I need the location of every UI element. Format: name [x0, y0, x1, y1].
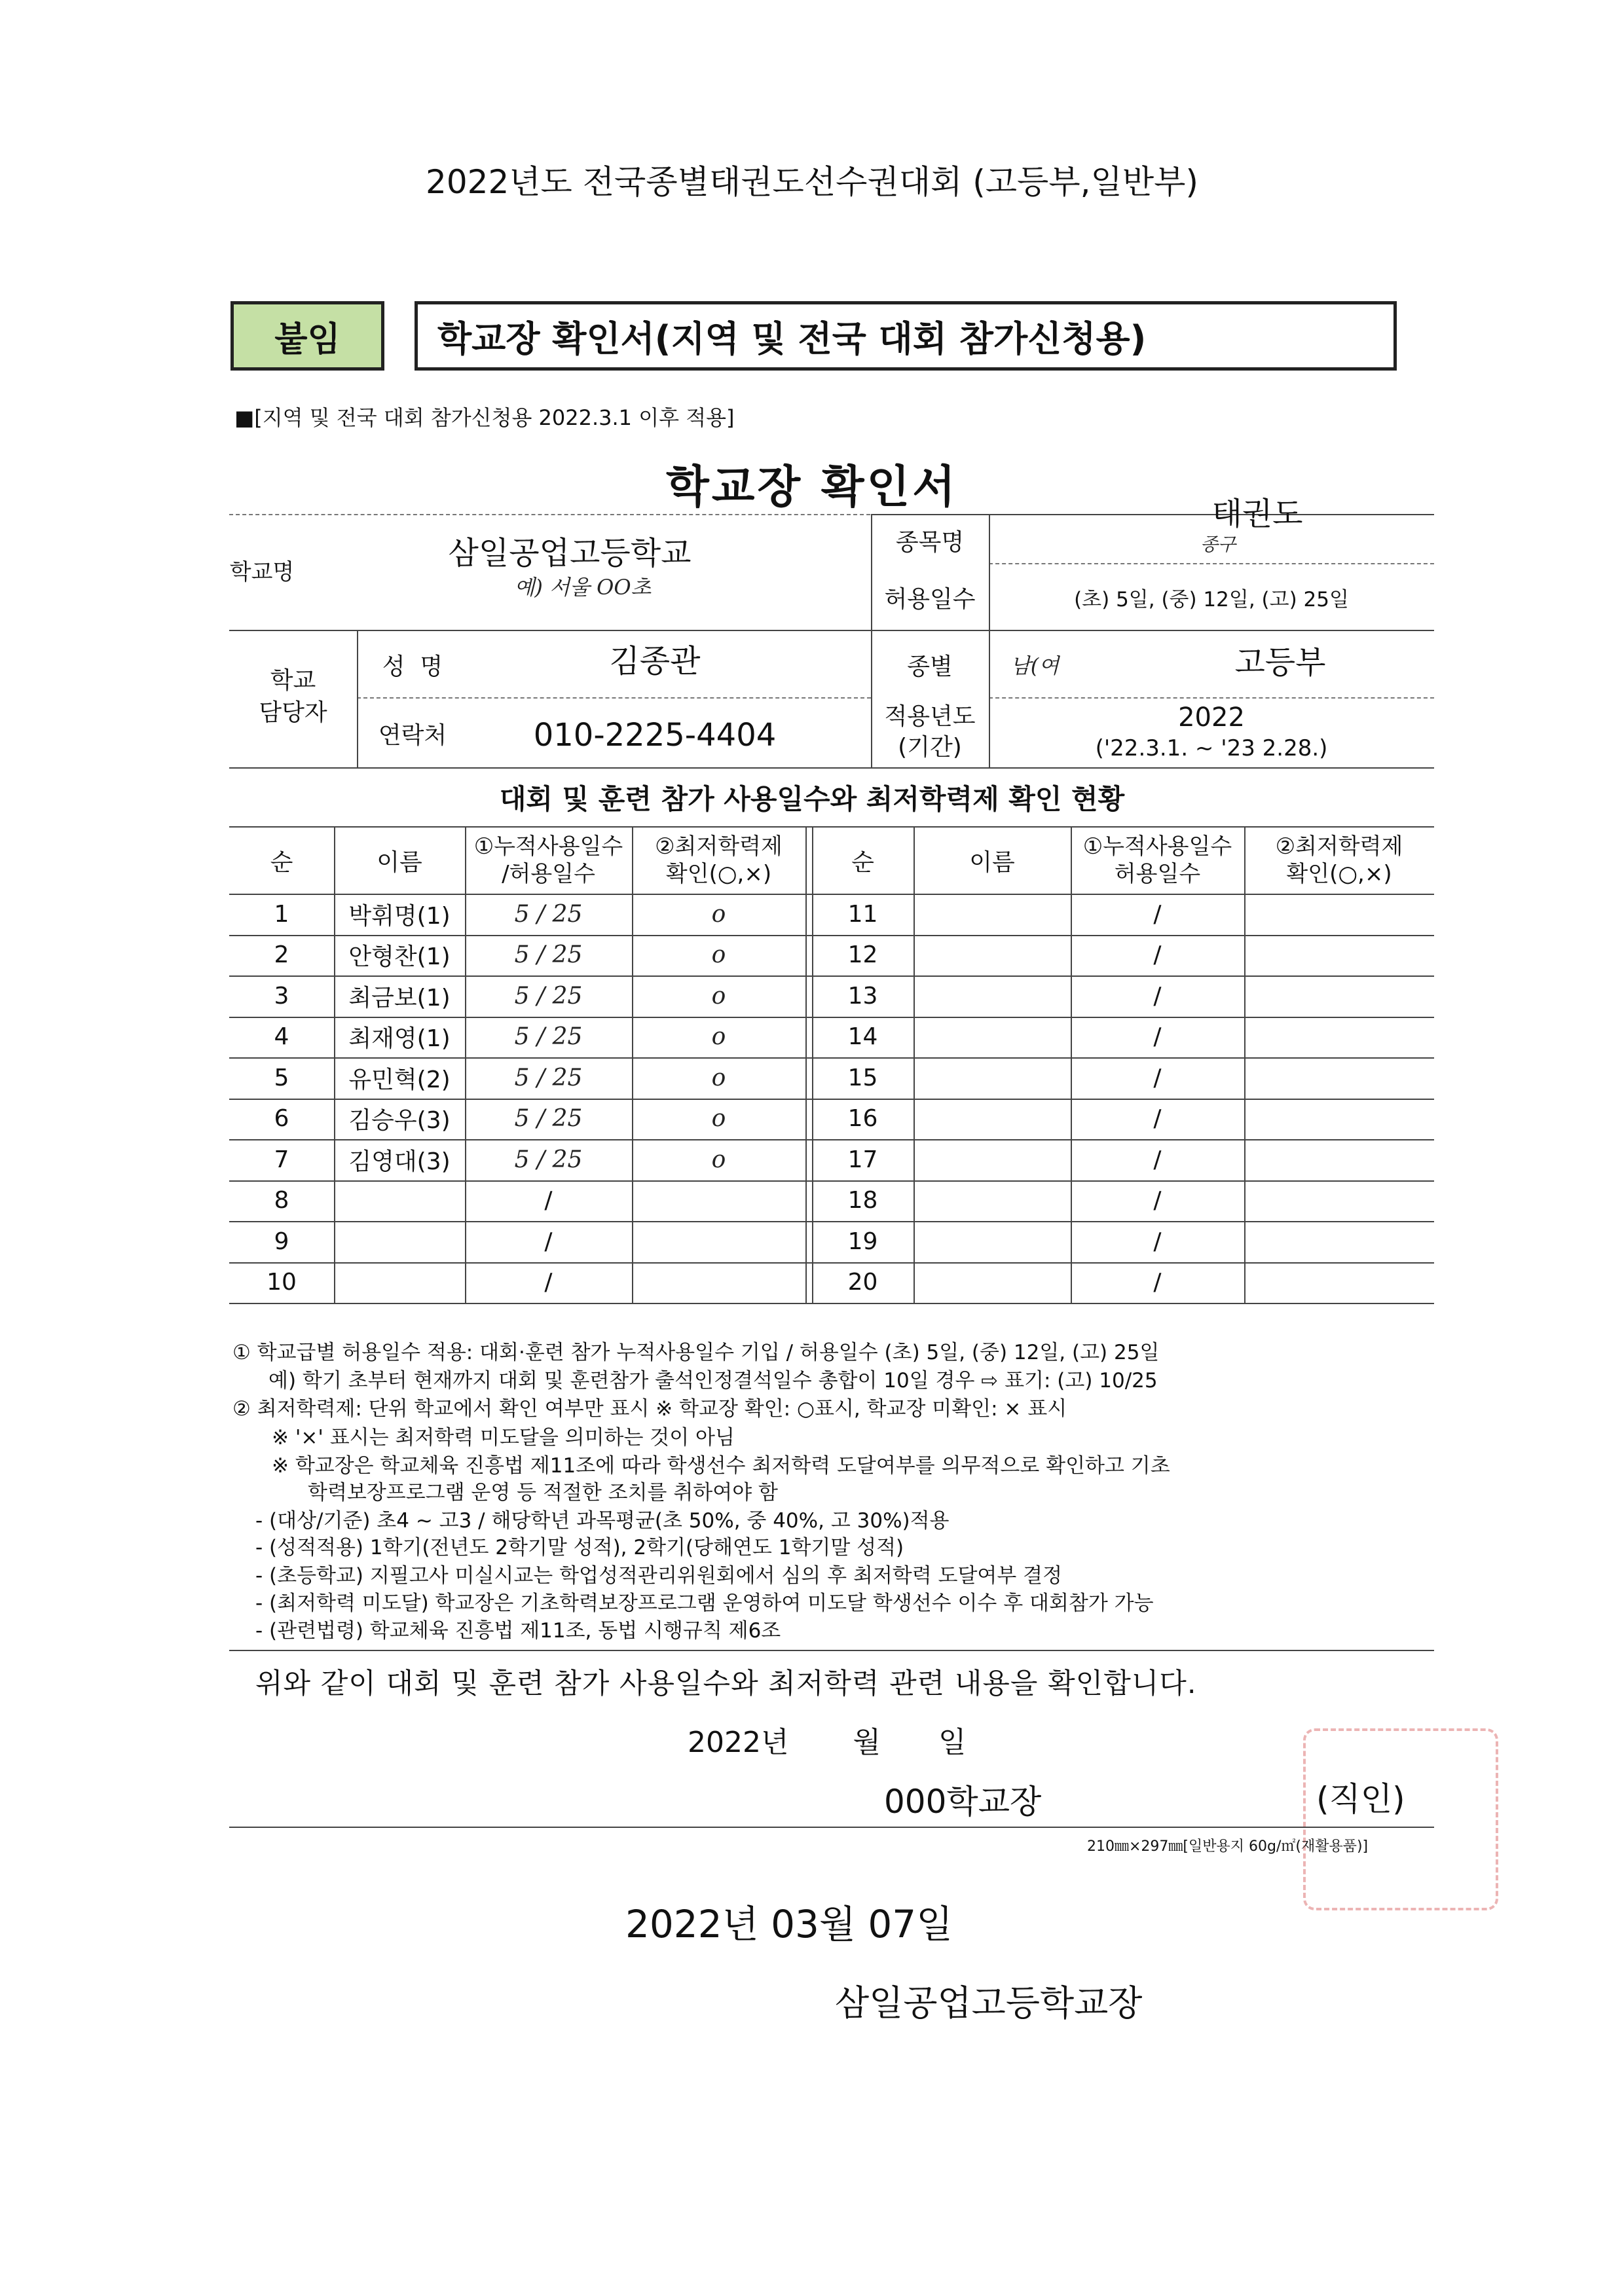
row-number: 11: [847, 900, 878, 928]
min-academic-check: [632, 1262, 805, 1303]
row-number: 7: [274, 1146, 289, 1173]
phone-value: 010-2225-4404: [533, 716, 777, 754]
name-label: 성 명: [382, 653, 443, 680]
division-label: 종별: [907, 653, 953, 680]
row-number: 10: [267, 1269, 297, 1296]
event-name-label: 종목명: [895, 528, 965, 556]
cumulative-days: 5 / 25: [514, 1146, 583, 1173]
athlete-name: 김영대(3): [348, 1148, 451, 1175]
status-section-title: 대회 및 훈련 참가 사용일수와 최저학력제 확인 현황: [499, 783, 1125, 815]
header-min-right: ②최저학력제 확인(○,×): [1275, 833, 1403, 887]
min-academic-check: o: [711, 1105, 726, 1133]
usage-note: ■[지역 및 전국 대회 참가신청용 2022.3.1 이후 적용]: [234, 405, 735, 430]
min-academic-check: o: [711, 1064, 726, 1091]
row-number: 18: [847, 1187, 878, 1214]
paper-spec: 210㎜×297㎜[일반용지 60g/㎡(재활용품)]: [1087, 1838, 1369, 1855]
cumulative-days: /: [544, 1187, 553, 1214]
note-line: ※ 학교장은 학교체육 진흥법 제11조에 따라 학생선수 최저학력 도달여부를 의무적으로 확인하고 기초: [272, 1454, 1170, 1478]
athlete-name: [334, 1262, 465, 1303]
athlete-name: 유민혁(2): [348, 1066, 451, 1093]
row-number: 5: [274, 1064, 289, 1091]
header-days-left: ①누적사용일수 /허용일수: [473, 833, 623, 887]
confirmation-date: 2022년 월 일: [688, 1726, 967, 1759]
min-academic-check: o: [711, 941, 726, 969]
division-value: 고등부: [1234, 644, 1326, 681]
row-number: 2: [274, 941, 289, 969]
school-name-example: 예) 서울 OO초: [514, 575, 652, 600]
cumulative-days: 5 / 25: [514, 941, 583, 969]
cumulative-days: /: [1153, 1064, 1162, 1091]
row-number: 3: [274, 982, 289, 1010]
note-line: 예) 학기 초부터 현재까지 대회 및 훈련참가 출석인정결석일수 총합이 10일 경우 ⇨ 표기: (고) 10/25: [268, 1369, 1158, 1393]
row-number: 20: [847, 1269, 878, 1296]
row-number: 14: [847, 1023, 878, 1051]
cumulative-days: 5 / 25: [514, 1105, 583, 1133]
event-name-example: 종구: [1200, 534, 1236, 555]
min-academic-check: o: [711, 982, 726, 1010]
allowed-days-label: 허용일수: [884, 586, 976, 613]
row-number: 13: [847, 982, 878, 1010]
note-line: - (대상/기준) 초4 ~ 고3 / 해당학년 과목평균(초 50%, 중 40%, 고 30%)적용: [255, 1509, 950, 1533]
row-number: 9: [274, 1228, 289, 1255]
note-line: - (성적적용) 1학기(전년도 2학기말 성적), 2학기(당해연도 1학기말 성적): [255, 1536, 904, 1559]
principal-name: 000학교장: [884, 1783, 1042, 1821]
min-academic-check: [632, 1180, 805, 1222]
school-principal-signature: 삼일공업고등학교장: [835, 1982, 1143, 2024]
period-year: 2022: [1178, 702, 1245, 733]
school-name-label: 학교명: [229, 558, 295, 585]
cumulative-days: /: [1153, 982, 1162, 1010]
cumulative-days: /: [1153, 1228, 1162, 1255]
cumulative-days: /: [1153, 1023, 1162, 1051]
phone-label: 연락처: [378, 721, 447, 749]
header-no-left: 순: [270, 848, 293, 876]
period-label: 적용년도 (기간): [884, 702, 976, 761]
cumulative-days: /: [1153, 1269, 1162, 1296]
school-name-value: 삼일공업고등학교: [448, 534, 692, 572]
document-title: 학교장 확인서: [666, 462, 958, 513]
note-line: - (관련법령) 학교체육 진흥법 제11조, 동법 시행규칙 제6조: [255, 1619, 781, 1643]
header-name-right: 이름: [969, 848, 1015, 876]
note-line: ① 학교급별 허용일수 적용: 대회·훈련 참가 누적사용일수 기입 / 허용일수 (초) 5일, (중) 12일, (고) 25일: [232, 1341, 1160, 1364]
event-name-value: 태권도: [1211, 495, 1303, 532]
division-example: 남(여: [1010, 653, 1060, 678]
header-no-right: 순: [851, 848, 874, 876]
confirmation-statement: 위와 같이 대회 및 훈련 참가 사용일수와 최저학력 관련 내용을 확인합니다.: [255, 1667, 1197, 1700]
min-academic-check: o: [711, 1023, 726, 1051]
period-range: ('22.3.1. ~ '23 2.28.): [1095, 735, 1328, 761]
cumulative-days: 5 / 25: [514, 982, 583, 1010]
row-number: 4: [274, 1023, 289, 1051]
cumulative-days: /: [1153, 1105, 1162, 1133]
contact-person-label: 학교 담당자: [259, 667, 327, 726]
cumulative-days: /: [1153, 1187, 1162, 1214]
row-number: 1: [274, 900, 289, 928]
row-number: 6: [274, 1105, 289, 1133]
athlete-name: 박휘명(1): [348, 902, 451, 930]
cumulative-days: /: [1153, 941, 1162, 969]
cumulative-days: /: [544, 1228, 553, 1255]
cumulative-days: 5 / 25: [514, 1064, 583, 1091]
athlete-name: 최금보(1): [348, 984, 451, 1011]
min-academic-check: [632, 1221, 805, 1262]
row-number: 19: [847, 1228, 878, 1255]
event-title: 2022년도 전국종별태권도선수권대회 (고등부,일반부): [426, 163, 1198, 201]
row-number: 12: [847, 941, 878, 969]
cumulative-days: /: [1153, 1146, 1162, 1173]
cumulative-days: /: [1153, 900, 1162, 928]
min-academic-check: o: [711, 900, 726, 928]
header-name-left: 이름: [377, 848, 422, 876]
cumulative-days: 5 / 25: [514, 900, 583, 928]
row-number: 16: [847, 1105, 878, 1133]
note-line: 학력보장프로그램 운영 등 적절한 조치를 취하여야 함: [308, 1481, 778, 1504]
row-number: 15: [847, 1064, 878, 1091]
header-days-right: ①누적사용일수 허용일수: [1082, 833, 1232, 887]
note-line: ② 최저학력제: 단위 학교에서 확인 여부만 표시 ※ 학교장 확인: ○표시, 학교장 미확인: × 표시: [232, 1397, 1067, 1421]
athlete-name: 최재영(1): [348, 1025, 451, 1053]
cumulative-days: /: [544, 1269, 553, 1296]
allowed-days-value: (초) 5일, (중) 12일, (고) 25일: [1074, 588, 1349, 611]
handwritten-date: 2022년 03월 07일: [625, 1902, 953, 1946]
athlete-name: [334, 1221, 465, 1262]
attachment-tag: 붙임: [231, 301, 384, 371]
row-number: 17: [847, 1146, 878, 1173]
min-academic-check: o: [711, 1146, 726, 1173]
seal-label: (직인): [1316, 1780, 1405, 1818]
cumulative-days: 5 / 25: [514, 1023, 583, 1051]
note-line: ※ '×' 표시는 최저학력 미도달을 의미하는 것이 아님: [272, 1426, 735, 1449]
athlete-name: [334, 1180, 465, 1222]
row-number: 8: [274, 1187, 289, 1214]
contact-name-value: 김종관: [609, 642, 701, 680]
header-min-left: ②최저학력제 확인(○,×): [655, 833, 783, 887]
note-line: - (초등학교) 지필고사 미실시교는 학업성적관리위원회에서 심의 후 최저학력 도달여부 결정: [255, 1564, 1063, 1588]
athlete-name: 안형찬(1): [348, 943, 451, 971]
athlete-name: 김승우(3): [348, 1107, 451, 1135]
attachment-title: 학교장 확인서(지역 및 전국 대회 참가신청용): [415, 301, 1397, 371]
note-line: - (최저학력 미도달) 학교장은 기초학력보장프로그램 운영하여 미도달 학생선수 이수 후 대회참가 가능: [255, 1592, 1154, 1615]
